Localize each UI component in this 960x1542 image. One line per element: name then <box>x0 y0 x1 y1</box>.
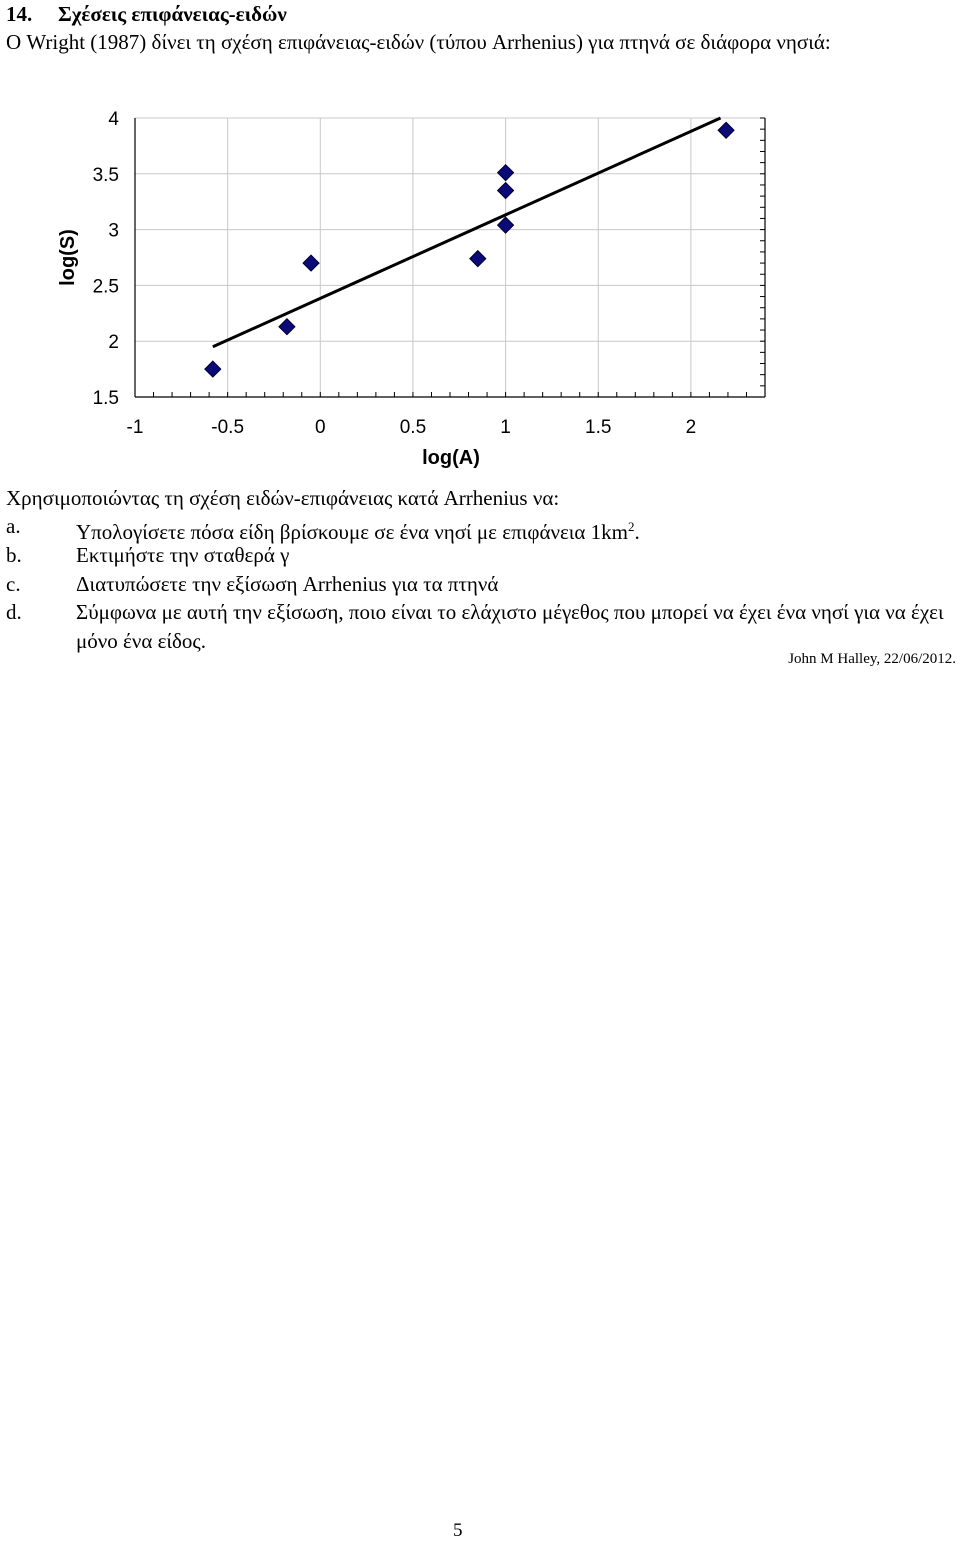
x-tick-label: -1 <box>126 417 144 438</box>
question-d-label: d. <box>6 600 22 624</box>
question-a-text: Υπολογίσετε πόσα είδη βρίσκουμε σε ένα νησί με επιφάνεια 1km <box>76 520 628 544</box>
trend-line <box>213 118 721 347</box>
y-tick-label: 2.5 <box>92 276 119 298</box>
y-tick-label: 1.5 <box>92 388 119 409</box>
question-c <box>6 570 946 599</box>
question-d-text: Σύμφωνα με αυτή την εξίσωση, ποιο είναι το ελάχιστο μέγεθος που μπορεί να έχει ένα νησί για να έχει μόνο ένα είδος. <box>76 600 944 653</box>
exercise-title <box>6 2 287 27</box>
x-tick-label: 1 <box>500 417 511 438</box>
data-point <box>718 122 734 138</box>
data-point <box>470 251 486 267</box>
question-c-label: c. <box>6 572 21 596</box>
y-tick-label: 4 <box>108 109 119 130</box>
question-b-text: Εκτιμήστε την σταθερά γ <box>76 543 290 567</box>
data-point <box>279 319 295 335</box>
page-number: 5 <box>453 1520 463 1541</box>
data-point <box>498 183 514 199</box>
x-tick-label: 2 <box>685 417 697 438</box>
x-axis-label: log(A) <box>422 447 480 469</box>
question-a-superscript: 2 <box>628 519 635 534</box>
exercise-number: 14. <box>6 2 33 26</box>
question-a-tail: . <box>634 520 640 544</box>
question-c-text: Διατυπώσετε την εξίσωση Arrhenius για τα πτηνά <box>76 572 499 596</box>
data-point <box>205 361 221 377</box>
x-tick-label: -0.5 <box>211 417 245 438</box>
data-point <box>498 165 514 181</box>
y-tick-label: 3 <box>108 220 119 242</box>
instructions-text: Χρησιμοποιώντας τη σχέση ειδών-επιφάνειας κατά Arrhenius να: <box>6 486 560 510</box>
exercise-title-text: Σχέσεις επιφάνειας-ειδών <box>58 2 287 26</box>
y-axis-label: log(S) <box>57 229 79 286</box>
question-b-label: b. <box>6 543 22 567</box>
x-tick-label: 1.5 <box>585 417 612 438</box>
x-tick-label: 0 <box>315 417 326 438</box>
y-tick-label: 2 <box>108 332 119 354</box>
intro-paragraph: Ο Wright (1987) δίνει τη σχέση επιφάνειας-ειδών (τύπου Arrhenius) για πτηνά σε διάφορα νησιά: <box>6 30 831 54</box>
question-d <box>6 598 946 656</box>
data-point <box>498 217 514 233</box>
question-a-label: a. <box>6 514 21 538</box>
signature: John M Halley, 22/06/2012. <box>788 651 956 667</box>
question-b <box>6 541 946 570</box>
x-tick-label: 0.5 <box>399 417 427 438</box>
y-tick-label: 3.5 <box>92 164 119 186</box>
species-area-chart <box>0 95 800 475</box>
data-point <box>303 255 319 271</box>
